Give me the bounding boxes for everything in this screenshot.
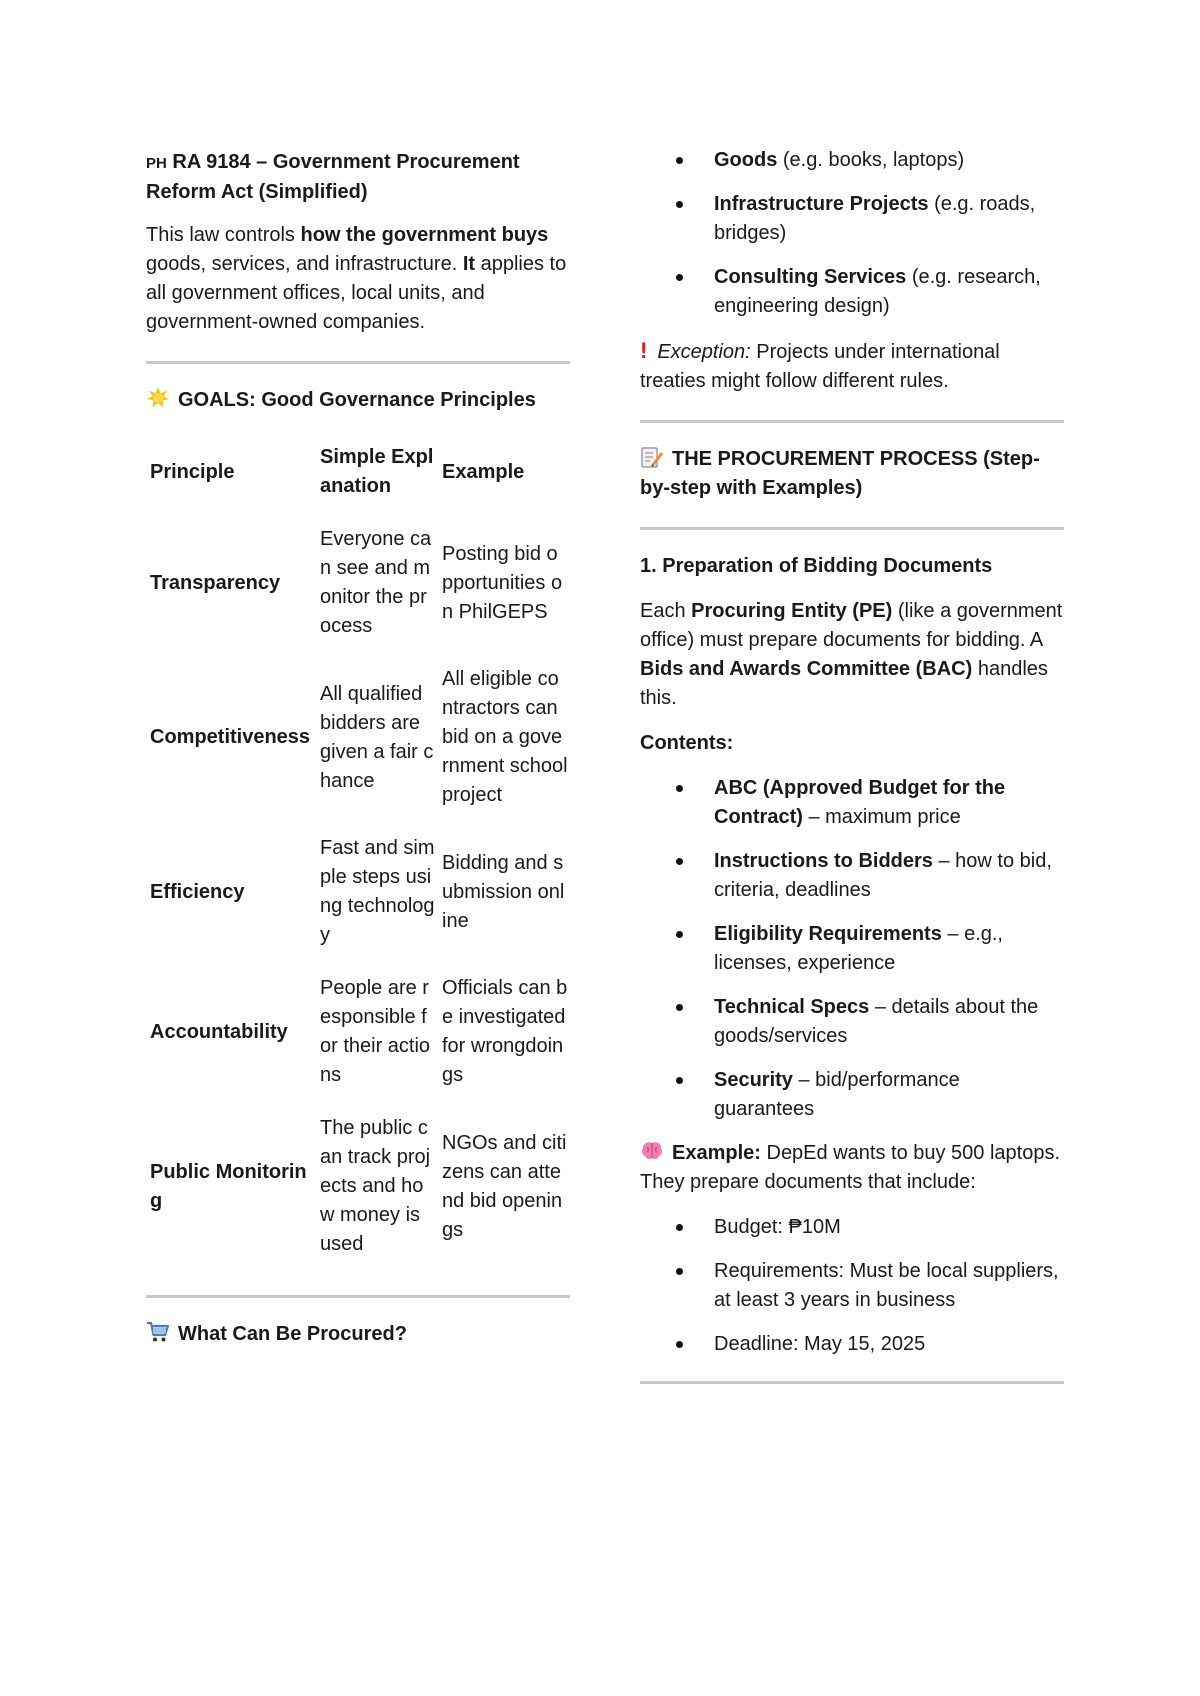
divider	[146, 361, 570, 364]
sparkle-star-icon	[146, 386, 170, 410]
goals-heading: GOALS: Good Governance Principles	[146, 386, 570, 415]
example-cell: All eligible contractors can bid on a government school project	[442, 668, 568, 806]
list-item: Deadline: May 15, 2025	[640, 1330, 1064, 1359]
header-example: Example	[442, 460, 525, 483]
explanation-cell: Everyone can see and monitor the process	[320, 528, 432, 637]
explanation-cell: All qualified bidders are given a fair chance	[320, 682, 434, 792]
page-title	[146, 148, 570, 207]
example-list	[640, 1213, 1064, 1359]
procured-list	[640, 146, 1064, 321]
table-header-row	[146, 431, 570, 513]
list-item: Requirements: Must be local suppliers, at least 3 years in business	[640, 1257, 1064, 1315]
divider	[640, 1381, 1064, 1384]
list-item: Instructions to Bidders – how to bid, criteria, deadlines	[640, 847, 1064, 905]
header-explanation: Simple Explanation	[320, 446, 434, 497]
list-item: Goods (e.g. books, laptops)	[640, 146, 1064, 175]
procured-heading: What Can Be Procured?	[146, 1320, 570, 1349]
exception-note: ! Exception: Projects under international treaties might follow different rules.	[640, 338, 1000, 392]
contents-label: Contents:	[640, 732, 734, 754]
table-row	[146, 653, 570, 822]
process-heading: THE PROCUREMENT PROCESS (Step-by-step with Examples)	[640, 445, 1064, 503]
ph-flag-icon: PH	[146, 155, 167, 172]
step1-title: 1. Preparation of Bidding Documents	[640, 555, 993, 577]
shopping-cart-icon	[146, 1320, 170, 1344]
exclamation-icon: !	[640, 338, 648, 363]
principle-cell: Public Monitoring	[150, 1160, 307, 1212]
principle-cell: Transparency	[150, 571, 281, 594]
contents-list	[640, 774, 1064, 1124]
example-cell: Bidding and submission online	[442, 851, 565, 932]
table-row	[146, 513, 570, 653]
example-cell: Officials can be investigated for wrongdoings	[442, 977, 568, 1086]
principle-cell: Efficiency	[150, 880, 245, 903]
example-cell: Posting bid opportunities on PhilGEPS	[442, 542, 563, 623]
step1-paragraph: Each Procuring Entity (PE) (like a government office) must prepare documents for bidding. A Bids and Awards Committee (BAC) handles this.	[640, 600, 1063, 709]
list-item: ABC (Approved Budget for the Contract) – maximum price	[640, 774, 1064, 832]
intro-paragraph: This law controls how the government buys goods, services, and infrastructure. It applies to all government offices, local units, and government-owned companies.	[146, 224, 567, 333]
table-row	[146, 962, 570, 1102]
explanation-cell: Fast and simple steps using technology	[320, 837, 435, 946]
divider	[146, 1295, 570, 1298]
list-item: Consulting Services (e.g. research, engineering design)	[640, 263, 1064, 321]
list-item: Eligibility Requirements – e.g., licenses, experience	[640, 920, 1064, 978]
list-item: Technical Specs – details about the goods/services	[640, 993, 1064, 1051]
explanation-cell: People are responsible for their actions	[320, 977, 431, 1086]
title-text: RA 9184 – Government Procurement Reform Act (Simplified)	[146, 151, 520, 203]
principle-cell: Competitiveness	[150, 726, 311, 748]
example-paragraph: Example: DepEd wants to buy 500 laptops. They prepare documents that include:	[640, 1139, 1064, 1197]
table-row	[146, 822, 570, 962]
right-column	[640, 0, 1064, 1406]
divider	[640, 527, 1064, 530]
memo-pencil-icon	[640, 445, 664, 469]
list-item: Security – bid/performance guarantees	[640, 1066, 1064, 1124]
principle-cell: Accountability	[150, 1020, 288, 1043]
divider	[640, 420, 1064, 423]
explanation-cell: The public can track projects and how money is used	[320, 1117, 431, 1255]
header-principle: Principle	[150, 460, 235, 483]
list-item: Infrastructure Projects (e.g. roads, bridges)	[640, 190, 1064, 248]
table-row	[146, 1102, 570, 1271]
example-cell: NGOs and citizens can attend bid openings	[442, 1131, 567, 1241]
left-column	[146, 0, 570, 1365]
list-item: Budget: ₱10M	[640, 1213, 1064, 1242]
goals-table	[146, 431, 570, 1271]
brain-icon	[640, 1139, 664, 1163]
